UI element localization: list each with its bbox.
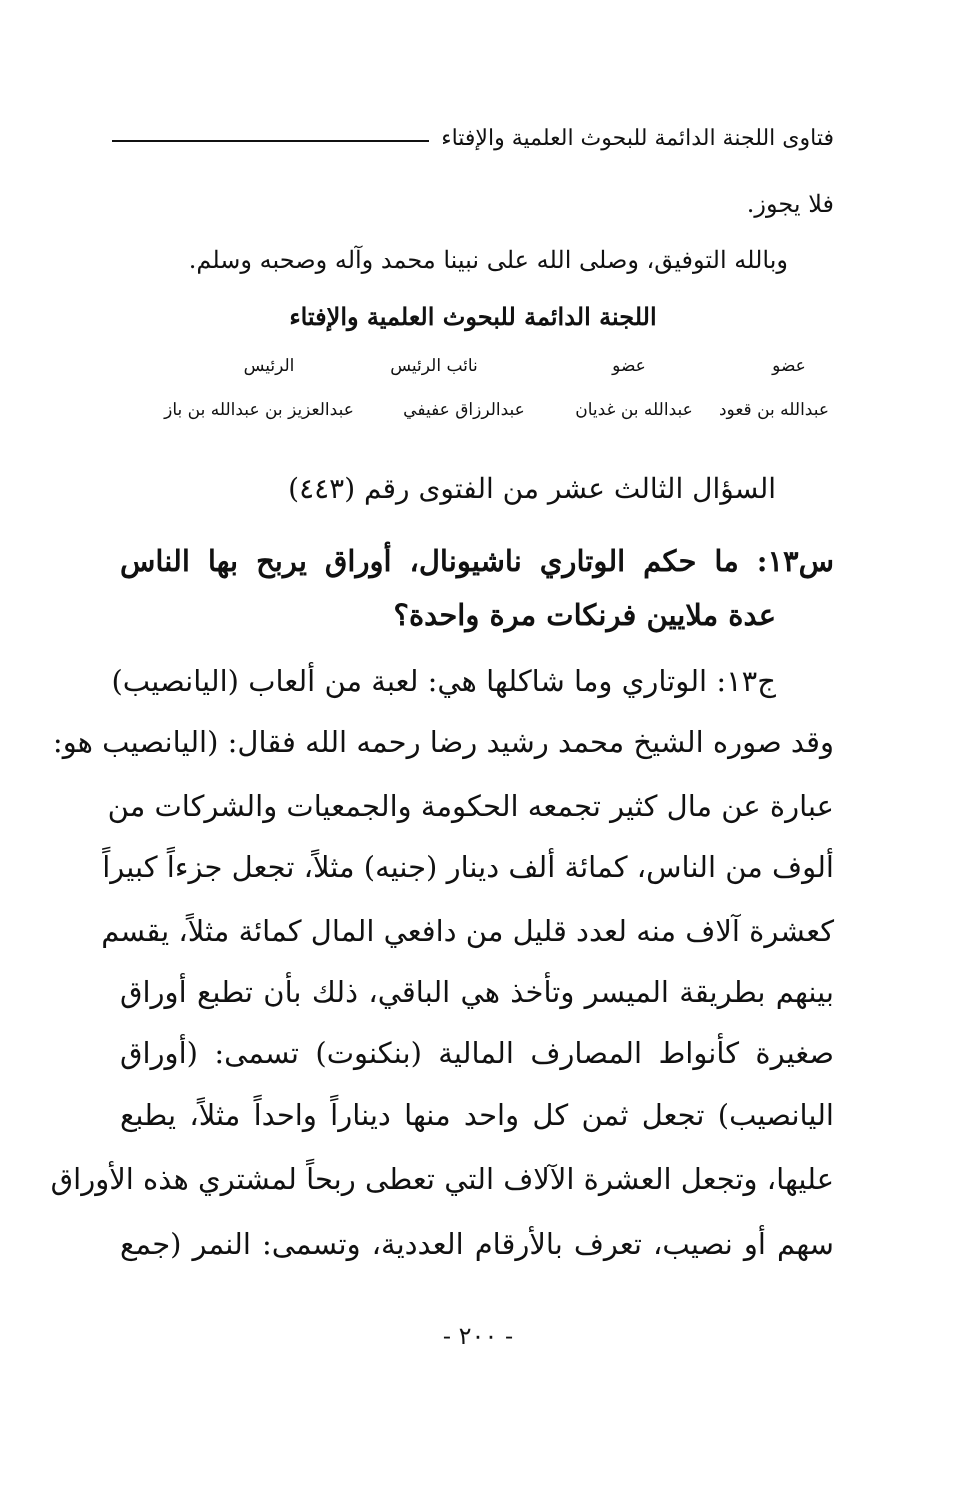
committee-roles-row (112, 356, 834, 376)
committee-name: اللجنة الدائمة للبحوث العلمية والإفتاء (289, 302, 657, 331)
running-header (112, 118, 834, 158)
answer-line-3: عبارة عن مال كثير تجمعه الحكومة والجمعيات والشركات من (107, 789, 834, 823)
header-rule (112, 140, 429, 142)
page-number: - ٢٠٠ - (442, 1322, 514, 1350)
member-name-4: عبدالعزيز بن عبدالله بن باز (164, 400, 354, 420)
answer-line-6: بينهم بطريقة الميسر وتأخذ هي الباقي، ذلك بأن تطبع أوراق (120, 975, 834, 1009)
answer-line-10: سهم أو نصيب، تعرف بالأرقام العددية، وتسمى: النمر (جمع (120, 1227, 834, 1261)
answer-line-4: ألوف من الناس، كمائة ألف دينار (جنيه) مثلاً، تجعل جزءاً كبيراً (102, 850, 834, 884)
member-name-3: عبدالرزاق عفيفي (403, 400, 525, 420)
intro-line-2: وبالله التوفيق، وصلى الله على نبينا محمد وآله وصحبه وسلم. (188, 246, 788, 274)
answer-line-5: كعشرة آلاف منه لعدد قليل من دافعي المال كمائة مثلاً، يقسم (101, 914, 834, 948)
answer-line-7: صغيرة كأنواط المصارف المالية (بنكنوت) تسمى: (أوراق (120, 1036, 834, 1070)
role-member-1: عضو (772, 356, 806, 376)
answer-line-9: عليها، وتجعل العشرة الآلاف التي تعطى ربحاً لمشتري هذه الأوراق (50, 1162, 834, 1196)
role-member-2: عضو (612, 356, 646, 376)
question-line-2: عدة ملايين فرنكات مرة واحدة؟ (393, 598, 776, 632)
member-name-2: عبدالله بن غديان (575, 400, 693, 420)
intro-line-1: فلا يجوز. (746, 190, 834, 218)
header-title: فتاوى اللجنة الدائمة للبحوث العلمية والإفتاء (441, 125, 834, 151)
question-heading: السؤال الثالث عشر من الفتوى رقم (٤٤٣) (288, 472, 776, 505)
role-president: الرئيس (243, 356, 295, 376)
answer-line-8: اليانصيب) تجعل ثمن كل واحد منها ديناراً واحداً مثلاً، يطبع (120, 1098, 834, 1132)
answer-line-1: ج١٣: الوتاري وما شاكلها هي: لعبة من ألعاب (اليانصيب) (111, 664, 776, 698)
question-line-1: س١٣: ما حكم الوتاري ناشيونال، أوراق يربح بها الناس (120, 544, 834, 578)
role-vice-president: نائب الرئيس (390, 356, 478, 376)
committee-members-row (112, 400, 834, 420)
answer-line-2: وقد صوره الشيخ محمد رشيد رضا رحمه الله فقال: (اليانصيب هو: (52, 725, 834, 759)
member-name-1: عبدالله بن قعود (718, 400, 829, 420)
